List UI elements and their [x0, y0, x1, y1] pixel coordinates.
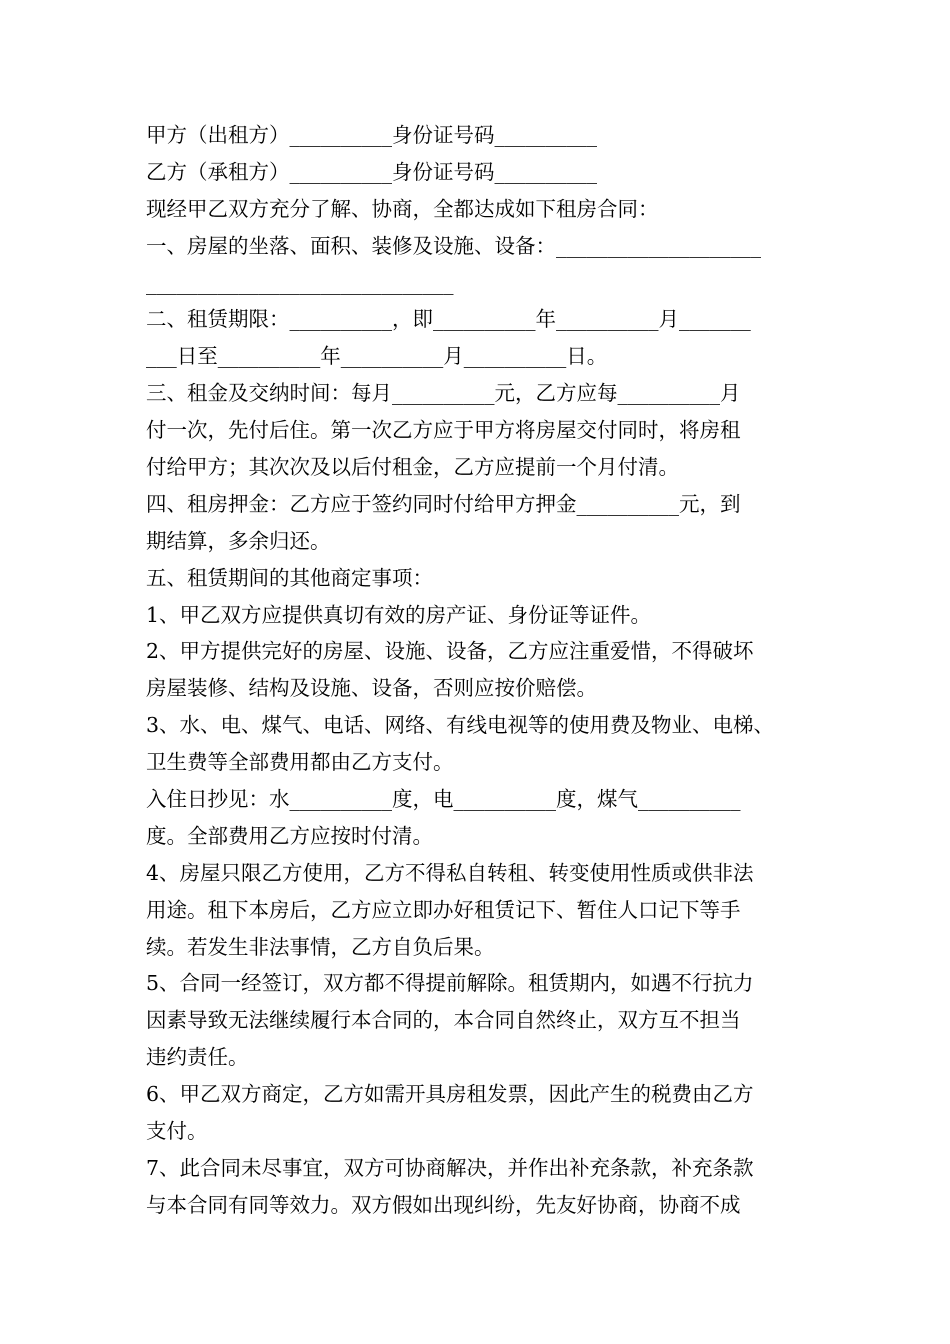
text-line: 3、水、电、煤气、电话、网络、有线电视等的使用费及物业、电梯、 [146, 713, 775, 738]
text-line: 6、甲乙双方商定，乙方如需开具房租发票，因此产生的税费由乙方 [146, 1082, 754, 1107]
text-line: 与本合同有同等效力。双方假如出现纠纷，先友好协商，协商不成 [146, 1192, 741, 1217]
text-line: 支付。 [146, 1119, 208, 1144]
text-line: 房屋装修、结构及设施、设备，否则应按价赔偿。 [146, 676, 597, 701]
text-line: 一、房屋的坐落、面积、装修及设施、设备：____________________ [146, 233, 761, 258]
text-line: 三、租金及交纳时间：每月__________元，乙方应每__________月 [146, 381, 741, 406]
text-line: 四、租房押金：乙方应于签约同时付给甲方押金__________元，到 [146, 491, 741, 516]
text-line: 续。若发生非法事情，乙方自负后果。 [146, 934, 495, 959]
text-line: 度。全部费用乙方应按时付清。 [146, 823, 433, 848]
text-line: 用途。租下本房后，乙方应立即办好租赁记下、暂住人口记下等手 [146, 897, 741, 922]
text-line: 乙方（承租方）__________身份证号码__________ [146, 159, 597, 184]
text-line: 1、甲乙双方应提供真切有效的房产证、身份证等证件。 [146, 602, 652, 627]
text-line: 因素导致无法继续履行本合同的，本合同自然终止，双方互不担当 [146, 1008, 741, 1033]
text-line: 期结算，多余归还。 [146, 528, 331, 553]
text-line: 卫生费等全部费用都由乙方支付。 [146, 750, 454, 775]
text-line: 二、租赁期限：__________，即__________年__________月_______ [146, 307, 751, 332]
text-line: 现经甲乙双方充分了解、协商，全都达成如下租房合同： [146, 196, 659, 221]
text-line: 付给甲方；其次次及以后付租金，乙方应提前一个月付清。 [146, 455, 679, 480]
text-line: ______________________________ [146, 270, 454, 295]
text-line: 违约责任。 [146, 1045, 249, 1070]
text-line: 五、租赁期间的其他商定事项： [146, 565, 433, 590]
contract-body [146, 117, 836, 1224]
text-line: 入住日抄见：水__________度，电__________度，煤气__________ [146, 787, 741, 812]
text-line: 7、此合同未尽事宜，双方可协商解决，并作出补充条款，补充条款 [146, 1155, 754, 1180]
text-line: ___日至__________年__________月__________日。 [146, 344, 608, 369]
text-line: 2、甲方提供完好的房屋、设施、设备，乙方应注重爱惜，不得破坏 [146, 639, 754, 664]
text-line: 付一次，先付后住。第一次乙方应于甲方将房屋交付同时，将房租 [146, 418, 741, 443]
text-line: 甲方（出租方）__________身份证号码__________ [146, 123, 597, 147]
text-line: 5、合同一经签订，双方都不得提前解除。租赁期内，如遇不行抗力 [146, 971, 754, 996]
text-line: 4、房屋只限乙方使用，乙方不得私自转租、转变使用性质或供非法 [146, 860, 754, 885]
